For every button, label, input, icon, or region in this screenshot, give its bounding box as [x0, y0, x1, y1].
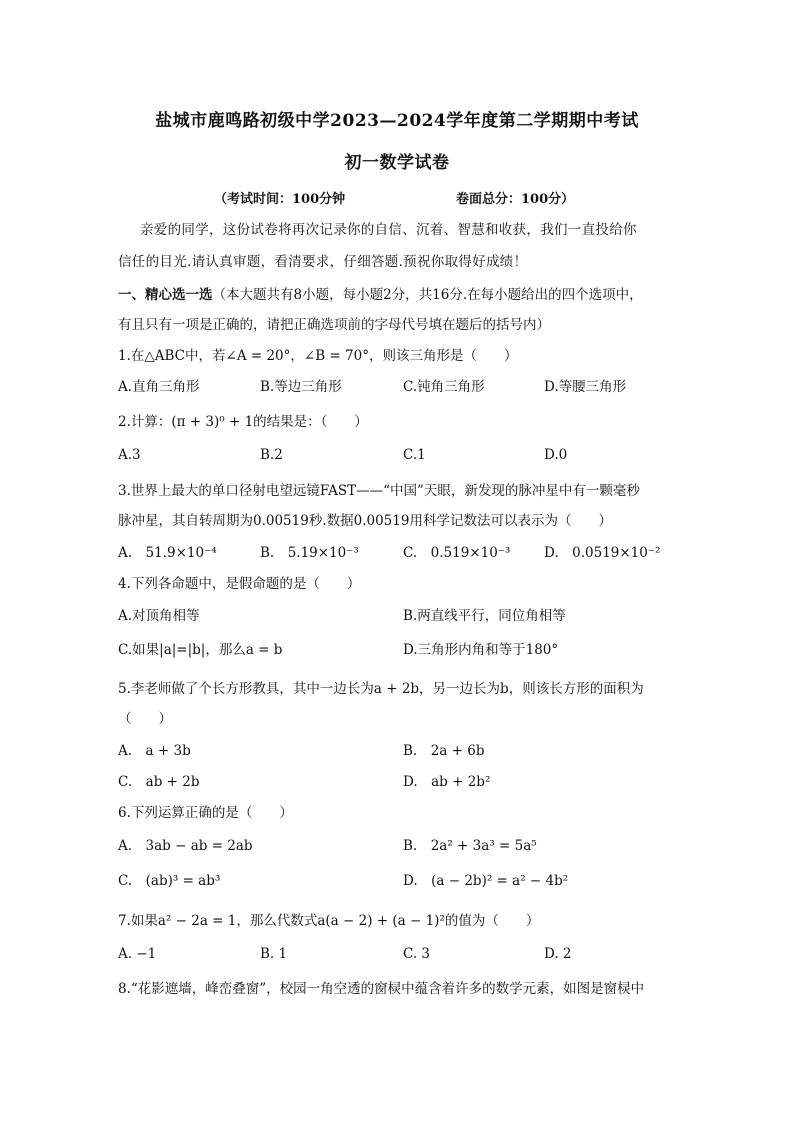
question-5-option-d: D. ab + 2b²	[403, 774, 491, 790]
question-5-option-c: C. ab + 2b	[118, 774, 200, 790]
question-6-option-b: B. 2a² + 3a³ = 5a⁵	[403, 838, 537, 854]
exam-score: 卷面总分：100分）	[456, 192, 575, 207]
question-1-option-c: C.钝角三角形	[403, 379, 485, 395]
exam-time: （考试时间：100分钟	[214, 192, 346, 207]
question-2-option-a: A.3	[118, 447, 141, 463]
question-6-option-c: C. (ab)³ = ab³	[118, 873, 221, 889]
question-2-option-c: C.1	[403, 447, 426, 463]
question-6-option-d: D. (a − 2b)² = a² − 4b²	[403, 873, 569, 889]
question-1-option-d: D.等腰三角形	[544, 379, 627, 395]
question-7-option-c: C. 3	[403, 946, 431, 962]
question-3-stem-2: 脉冲星，其自转周期为0.00519秒.数据0.00519用科学记数法可以表示为（ ）	[118, 513, 612, 529]
question-7-option-a: A. −1	[118, 946, 157, 962]
question-8-stem: 8.“花影遮墙，峰峦叠窗”，校园一角空透的窗棂中蕴含着许多的数学元素，如图是窗棂中	[118, 981, 645, 997]
question-4-option-d: D.三角形内角和等于180°	[403, 642, 559, 658]
question-7-option-b: B. 1	[260, 946, 288, 962]
section-heading: 一、精心选一选	[118, 287, 213, 303]
question-7-option-d: D. 2	[544, 946, 572, 962]
question-4-option-b: B.两直线平行，同位角相等	[403, 608, 566, 624]
question-1-option-a: A.直角三角形	[118, 379, 200, 395]
question-2-option-d: D.0	[544, 447, 568, 463]
question-1-option-b: B.等边三角形	[260, 379, 342, 395]
question-3-option-b: B. 5.19×10⁻³	[260, 545, 359, 561]
question-4-option-c: C.如果|a|=|b|，那么a = b	[118, 642, 283, 658]
question-6-option-a: A. 3ab − ab = 2ab	[118, 838, 253, 854]
intro-line-2: 信任的目光.请认真审题，看清要求，仔细答题.预祝你取得好成绩！	[118, 254, 528, 270]
question-1-stem: 1.在△ABC中，若∠A = 20°，∠B = 70°，则该三角形是（ ）	[118, 348, 518, 364]
question-7-stem: 7.如果a² − 2a = 1，那么代数式a(a − 2) + (a − 1)²的值为（ ）	[118, 913, 540, 929]
question-4-stem: 4.下列各命题中，是假命题的是（ ）	[118, 576, 361, 592]
question-6-stem: 6.下列运算正确的是（ ）	[118, 805, 293, 821]
question-3-stem-1: 3.世界上最大的单口径射电望远镜FAST——“中国”天眼，新发现的脉冲星中有一颗毫秒	[118, 483, 640, 499]
question-5-option-a: A. a + 3b	[118, 743, 191, 759]
question-4-option-a: A.对顶角相等	[118, 608, 200, 624]
question-2-option-b: B.2	[260, 447, 283, 463]
question-5-stem-2: （ ）	[118, 711, 172, 727]
exam-title: 盐城市鹿鸣路初级中学2023—2024学年度第二学期期中考试	[155, 111, 639, 131]
question-3-option-a: A. 51.9×10⁻⁴	[118, 545, 217, 561]
question-5-stem-1: 5.李老师做了个长方形教具，其中一边长为a + 2b，另一边长为b，则该长方形的面积为	[118, 681, 644, 697]
question-2-stem: 2.计算：(π + 3)⁰ + 1的结果是：（ ）	[118, 414, 368, 430]
question-5-option-b: B. 2a + 6b	[403, 743, 485, 759]
question-3-option-d: D. 0.0519×10⁻²	[544, 545, 661, 561]
exam-subtitle: 初一数学试卷	[344, 153, 450, 173]
question-3-option-c: C. 0.519×10⁻³	[403, 545, 511, 561]
section-desc-1: （本大题共有8小题，每小题2分，共16分.在每小题给出的四个选项中，	[212, 287, 643, 303]
intro-line-1: 亲爱的同学，这份试卷将再次记录你的自信、沉着、智慧和收获，我们一直投给你	[140, 222, 637, 238]
section-desc-2: 有且只有一项是正确的，请把正确选项前的字母代号填在题后的括号内）	[118, 317, 550, 333]
section-heading-line	[118, 283, 643, 303]
